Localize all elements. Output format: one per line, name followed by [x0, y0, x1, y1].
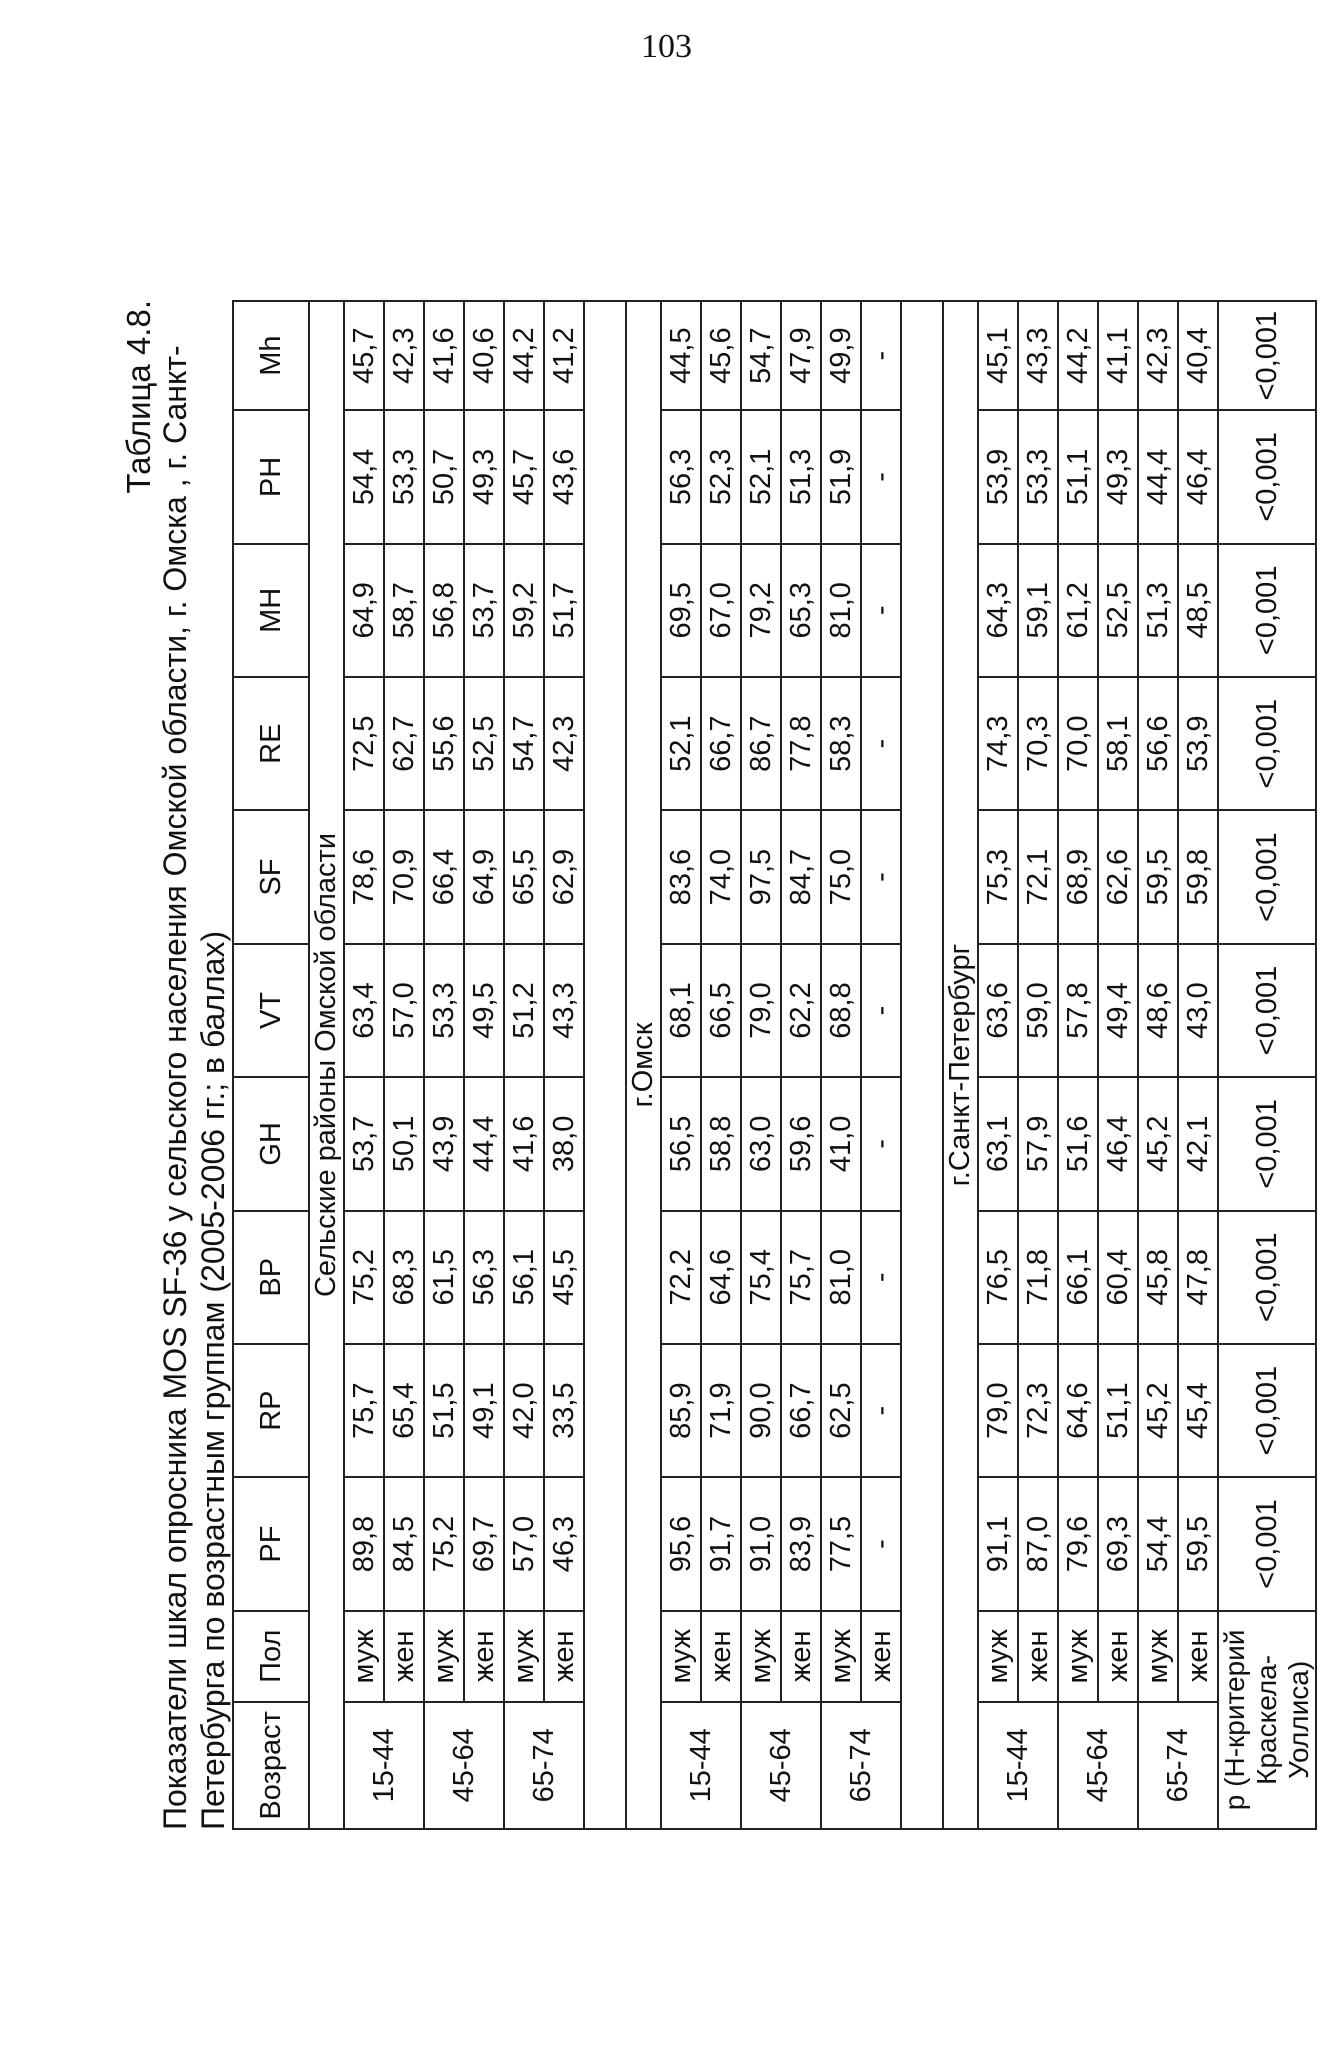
section-gap-row [584, 301, 626, 1829]
table-row [781, 301, 821, 1829]
value-cell: 86,7 [741, 677, 781, 810]
sex-cell: муж [661, 1611, 701, 1702]
value-cell: 66,7 [701, 677, 741, 810]
header-cell: MH [233, 544, 309, 677]
value-cell: 53,3 [424, 944, 464, 1077]
value-cell: 44,2 [1058, 301, 1098, 410]
value-cell: 58,7 [384, 544, 424, 677]
section-title: г.Омск [626, 301, 661, 1829]
header-cell: RP [233, 1344, 309, 1477]
value-cell: 46,4 [1178, 410, 1218, 543]
value-cell: 70,9 [384, 810, 424, 943]
value-cell: 62,6 [1098, 810, 1138, 943]
header-cell: BP [233, 1211, 309, 1344]
value-cell: 43,9 [424, 1077, 464, 1210]
value-cell: 53,3 [384, 410, 424, 543]
value-cell: - [861, 301, 901, 410]
value-cell: 91,7 [701, 1477, 741, 1610]
value-cell: 61,2 [1058, 544, 1098, 677]
value-cell: 44,2 [504, 301, 544, 410]
value-cell: 79,6 [1058, 1477, 1098, 1610]
value-cell: 44,4 [464, 1077, 504, 1210]
sex-cell: жен [1178, 1611, 1218, 1702]
value-cell: 51,1 [1058, 410, 1098, 543]
value-cell: 87,0 [1018, 1477, 1058, 1610]
value-cell: 45,7 [344, 301, 384, 410]
value-cell: 47,8 [1178, 1211, 1218, 1344]
section-title-row [309, 301, 344, 1829]
value-cell: 64,9 [344, 544, 384, 677]
sex-cell: муж [344, 1611, 384, 1702]
value-cell: 51,1 [1098, 1344, 1138, 1477]
value-cell: 51,2 [504, 944, 544, 1077]
value-cell: 64,3 [978, 544, 1018, 677]
value-cell: 81,0 [821, 544, 861, 677]
value-cell: 66,4 [424, 810, 464, 943]
p-value-cell: <0,001 [1218, 944, 1316, 1077]
value-cell: 69,3 [1098, 1477, 1138, 1610]
table-row [504, 301, 544, 1829]
value-cell: 45,7 [504, 410, 544, 543]
value-cell: - [861, 677, 901, 810]
value-cell: 62,9 [544, 810, 584, 943]
value-cell: 57,0 [504, 1477, 544, 1610]
table-row [424, 301, 464, 1829]
value-cell: 81,0 [821, 1211, 861, 1344]
header-cell: Пол [233, 1611, 309, 1702]
value-cell: 38,0 [544, 1077, 584, 1210]
value-cell: 63,6 [978, 944, 1018, 1077]
p-value-cell: <0,001 [1218, 810, 1316, 943]
value-cell: 49,5 [464, 944, 504, 1077]
value-cell: 72,5 [344, 677, 384, 810]
table-row [544, 301, 584, 1829]
value-cell: 64,9 [464, 810, 504, 943]
value-cell: 44,4 [1138, 410, 1178, 543]
value-cell: 56,3 [464, 1211, 504, 1344]
value-cell: - [861, 944, 901, 1077]
value-cell: 62,2 [781, 944, 821, 1077]
header-cell: PF [233, 1477, 309, 1610]
p-value-cell: <0,001 [1218, 677, 1316, 810]
value-cell: 65,3 [781, 544, 821, 677]
value-cell: 43,3 [544, 944, 584, 1077]
value-cell: 53,7 [344, 1077, 384, 1210]
value-cell: - [861, 810, 901, 943]
value-cell: 52,3 [701, 410, 741, 543]
value-cell: 54,4 [1138, 1477, 1178, 1610]
value-cell: 68,1 [661, 944, 701, 1077]
value-cell: 60,4 [1098, 1211, 1138, 1344]
sex-cell: жен [1018, 1611, 1058, 1702]
value-cell: 54,7 [741, 301, 781, 410]
value-cell: 75,2 [424, 1477, 464, 1610]
header-cell: VT [233, 944, 309, 1077]
table-row [1138, 301, 1178, 1829]
value-cell: 83,6 [661, 810, 701, 943]
value-cell: 41,6 [424, 301, 464, 410]
section-title: Сельские районы Омской области [309, 301, 344, 1829]
value-cell: 71,9 [701, 1344, 741, 1477]
value-cell: 59,8 [1178, 810, 1218, 943]
age-group-cell: 45-64 [1058, 1702, 1138, 1829]
value-cell: 59,5 [1178, 1477, 1218, 1610]
p-value-cell: <0,001 [1218, 1344, 1316, 1477]
value-cell: 69,5 [661, 544, 701, 677]
value-cell: 67,0 [701, 544, 741, 677]
table-row [1018, 301, 1058, 1829]
value-cell: 70,0 [1058, 677, 1098, 810]
value-cell: 53,3 [1018, 410, 1058, 543]
value-cell: 75,2 [344, 1211, 384, 1344]
value-cell: 64,6 [1058, 1344, 1098, 1477]
sex-cell: муж [1138, 1611, 1178, 1702]
p-value-cell: <0,001 [1218, 1077, 1316, 1210]
sex-cell: муж [821, 1611, 861, 1702]
value-cell: 66,1 [1058, 1211, 1098, 1344]
header-cell: Возраст [233, 1702, 309, 1829]
value-cell: 72,2 [661, 1211, 701, 1344]
value-cell: 55,6 [424, 677, 464, 810]
value-cell: 75,4 [741, 1211, 781, 1344]
age-group-cell: 45-64 [424, 1702, 504, 1829]
age-group-cell: 65-74 [504, 1702, 584, 1829]
p-value-cell: <0,001 [1218, 410, 1316, 543]
value-cell: 56,1 [504, 1211, 544, 1344]
value-cell: 51,6 [1058, 1077, 1098, 1210]
table-row [978, 301, 1018, 1829]
sex-cell: жен [861, 1611, 901, 1702]
value-cell: 59,0 [1018, 944, 1058, 1077]
value-cell: 49,1 [464, 1344, 504, 1477]
value-cell: 66,5 [701, 944, 741, 1077]
value-cell: 72,3 [1018, 1344, 1058, 1477]
value-cell: 75,0 [821, 810, 861, 943]
value-cell: 53,9 [978, 410, 1018, 543]
table-row [1098, 301, 1138, 1829]
value-cell: 47,9 [781, 301, 821, 410]
value-cell: 40,4 [1178, 301, 1218, 410]
value-cell: 75,7 [344, 1344, 384, 1477]
value-cell: 64,6 [701, 1211, 741, 1344]
value-cell: 95,6 [661, 1477, 701, 1610]
value-cell: 59,5 [1138, 810, 1178, 943]
value-cell: 91,1 [978, 1477, 1018, 1610]
value-cell: 42,3 [544, 677, 584, 810]
value-cell: 84,5 [384, 1477, 424, 1610]
value-cell: 51,3 [781, 410, 821, 543]
value-cell: 59,2 [504, 544, 544, 677]
sex-cell: муж [978, 1611, 1018, 1702]
value-cell: 77,5 [821, 1477, 861, 1610]
value-cell: 75,3 [978, 810, 1018, 943]
value-cell: 51,7 [544, 544, 584, 677]
value-cell: 52,5 [1098, 544, 1138, 677]
value-cell: 79,0 [978, 1344, 1018, 1477]
value-cell: 52,1 [661, 677, 701, 810]
value-cell: 79,2 [741, 544, 781, 677]
value-cell: 45,4 [1178, 1344, 1218, 1477]
value-cell: 63,0 [741, 1077, 781, 1210]
table-row [344, 301, 384, 1829]
sex-cell: муж [741, 1611, 781, 1702]
value-cell: 51,3 [1138, 544, 1178, 677]
value-cell: 65,4 [384, 1344, 424, 1477]
value-cell: 46,4 [1098, 1077, 1138, 1210]
value-cell: - [861, 1477, 901, 1610]
data-table [232, 300, 1317, 1830]
value-cell: - [861, 544, 901, 677]
table-row [741, 301, 781, 1829]
table-body [309, 301, 1316, 1829]
value-cell: 45,8 [1138, 1211, 1178, 1344]
value-cell: 84,7 [781, 810, 821, 943]
value-cell: 53,7 [464, 544, 504, 677]
value-cell: 48,5 [1178, 544, 1218, 677]
value-cell: 69,7 [464, 1477, 504, 1610]
value-cell: 72,1 [1018, 810, 1058, 943]
value-cell: 90,0 [741, 1344, 781, 1477]
table-row [701, 301, 741, 1829]
value-cell: 45,1 [978, 301, 1018, 410]
age-group-cell: 15-44 [661, 1702, 741, 1829]
table-row [1178, 301, 1218, 1829]
value-cell: 68,9 [1058, 810, 1098, 943]
table-row [861, 301, 901, 1829]
value-cell: 43,0 [1178, 944, 1218, 1077]
section-gap-row [901, 301, 943, 1829]
value-cell: 40,6 [464, 301, 504, 410]
value-cell: 41,2 [544, 301, 584, 410]
value-cell: 56,3 [661, 410, 701, 543]
value-cell: 74,3 [978, 677, 1018, 810]
page-number: 103 [641, 28, 692, 65]
age-group-cell: 15-44 [344, 1702, 424, 1829]
value-cell: 56,8 [424, 544, 464, 677]
value-cell: 68,3 [384, 1211, 424, 1344]
table-row [821, 301, 861, 1829]
value-cell: - [861, 1211, 901, 1344]
header-cell: RE [233, 677, 309, 810]
table-caption-title: Показатели шкал опросника MOS SF-36 у сельского населения Омской области, г. Омска , г. Санкт-Петербурга по возрастным группам (2005-2006 гг.; в баллах) [157, 345, 231, 1830]
table-row [661, 301, 701, 1829]
value-cell: 89,8 [344, 1477, 384, 1610]
value-cell: 49,3 [464, 410, 504, 543]
age-group-cell: 65-74 [821, 1702, 901, 1829]
sex-cell: муж [1058, 1611, 1098, 1702]
value-cell: 50,7 [424, 410, 464, 543]
value-cell: 51,5 [424, 1344, 464, 1477]
value-cell: 71,8 [1018, 1211, 1058, 1344]
value-cell: 49,4 [1098, 944, 1138, 1077]
value-cell: 52,1 [741, 410, 781, 543]
value-cell: 83,9 [781, 1477, 821, 1610]
table-row [1058, 301, 1098, 1829]
value-cell: 48,6 [1138, 944, 1178, 1077]
table-header-row [233, 301, 309, 1829]
value-cell: 77,8 [781, 677, 821, 810]
sex-cell: муж [504, 1611, 544, 1702]
value-cell: 74,0 [701, 810, 741, 943]
value-cell: 46,3 [544, 1477, 584, 1610]
value-cell: 41,6 [504, 1077, 544, 1210]
gap-cell [584, 301, 626, 1829]
sex-cell: жен [1098, 1611, 1138, 1702]
value-cell: 58,8 [701, 1077, 741, 1210]
value-cell: 76,5 [978, 1211, 1018, 1344]
value-cell: 45,2 [1138, 1344, 1178, 1477]
value-cell: - [861, 410, 901, 543]
value-cell: 97,5 [741, 810, 781, 943]
value-cell: 58,3 [821, 677, 861, 810]
value-cell: 57,8 [1058, 944, 1098, 1077]
value-cell: 42,1 [1178, 1077, 1218, 1210]
value-cell: 59,1 [1018, 544, 1058, 677]
value-cell: - [861, 1077, 901, 1210]
value-cell: 61,5 [424, 1211, 464, 1344]
value-cell: 59,6 [781, 1077, 821, 1210]
age-group-cell: 65-74 [1138, 1702, 1218, 1829]
p-value-cell: <0,001 [1218, 544, 1316, 677]
sex-cell: жен [544, 1611, 584, 1702]
value-cell: 49,3 [1098, 410, 1138, 543]
header-cell: GH [233, 1077, 309, 1210]
value-cell: 79,0 [741, 944, 781, 1077]
p-value-row [1218, 301, 1316, 1829]
value-cell: 54,7 [504, 677, 544, 810]
sex-cell: муж [424, 1611, 464, 1702]
value-cell: 56,6 [1138, 677, 1178, 810]
value-cell: 58,1 [1098, 677, 1138, 810]
sex-cell: жен [701, 1611, 741, 1702]
table-row [464, 301, 504, 1829]
value-cell: 85,9 [661, 1344, 701, 1477]
p-value-cell: <0,001 [1218, 1477, 1316, 1610]
value-cell: 42,3 [1138, 301, 1178, 410]
section-title: г.Санкт-Петербург [943, 301, 978, 1829]
rotated-table-block [120, 300, 1314, 1830]
age-group-cell: 15-44 [978, 1702, 1058, 1829]
sex-cell: жен [384, 1611, 424, 1702]
value-cell: 54,4 [344, 410, 384, 543]
value-cell: 44,5 [661, 301, 701, 410]
value-cell: 91,0 [741, 1477, 781, 1610]
p-value-cell: <0,001 [1218, 301, 1316, 410]
value-cell: 63,1 [978, 1077, 1018, 1210]
header-cell: SF [233, 810, 309, 943]
value-cell: 68,8 [821, 944, 861, 1077]
value-cell: 41,1 [1098, 301, 1138, 410]
sex-cell: жен [781, 1611, 821, 1702]
value-cell: 62,7 [384, 677, 424, 810]
value-cell: 42,3 [384, 301, 424, 410]
value-cell: 33,5 [544, 1344, 584, 1477]
value-cell: 63,4 [344, 944, 384, 1077]
value-cell: 75,7 [781, 1211, 821, 1344]
value-cell: 45,5 [544, 1211, 584, 1344]
value-cell: 49,9 [821, 301, 861, 410]
section-title-row [626, 301, 661, 1829]
value-cell: 57,0 [384, 944, 424, 1077]
value-cell: 43,3 [1018, 301, 1058, 410]
value-cell: 41,0 [821, 1077, 861, 1210]
p-value-cell: <0,001 [1218, 1211, 1316, 1344]
header-cell: Mh [233, 301, 309, 410]
value-cell: 50,1 [384, 1077, 424, 1210]
value-cell: 43,6 [544, 410, 584, 543]
value-cell: 66,7 [781, 1344, 821, 1477]
value-cell: 56,5 [661, 1077, 701, 1210]
gap-cell [901, 301, 943, 1829]
value-cell: 53,9 [1178, 677, 1218, 810]
value-cell: 51,9 [821, 410, 861, 543]
value-cell: 57,9 [1018, 1077, 1058, 1210]
value-cell: 45,2 [1138, 1077, 1178, 1210]
section-title-row [943, 301, 978, 1829]
value-cell: 65,5 [504, 810, 544, 943]
value-cell: 45,6 [701, 301, 741, 410]
sex-cell: жен [464, 1611, 504, 1702]
value-cell: 70,3 [1018, 677, 1058, 810]
value-cell: 62,5 [821, 1344, 861, 1477]
p-value-label: р (Н-критерий Краскела-Уоллиса) [1218, 1611, 1316, 1829]
age-group-cell: 45-64 [741, 1702, 821, 1829]
value-cell: - [861, 1344, 901, 1477]
value-cell: 78,6 [344, 810, 384, 943]
header-cell: PH [233, 410, 309, 543]
value-cell: 42,0 [504, 1344, 544, 1477]
value-cell: 52,5 [464, 677, 504, 810]
table-caption-label: Таблица 4.8. [120, 300, 157, 494]
table-row [384, 301, 424, 1829]
